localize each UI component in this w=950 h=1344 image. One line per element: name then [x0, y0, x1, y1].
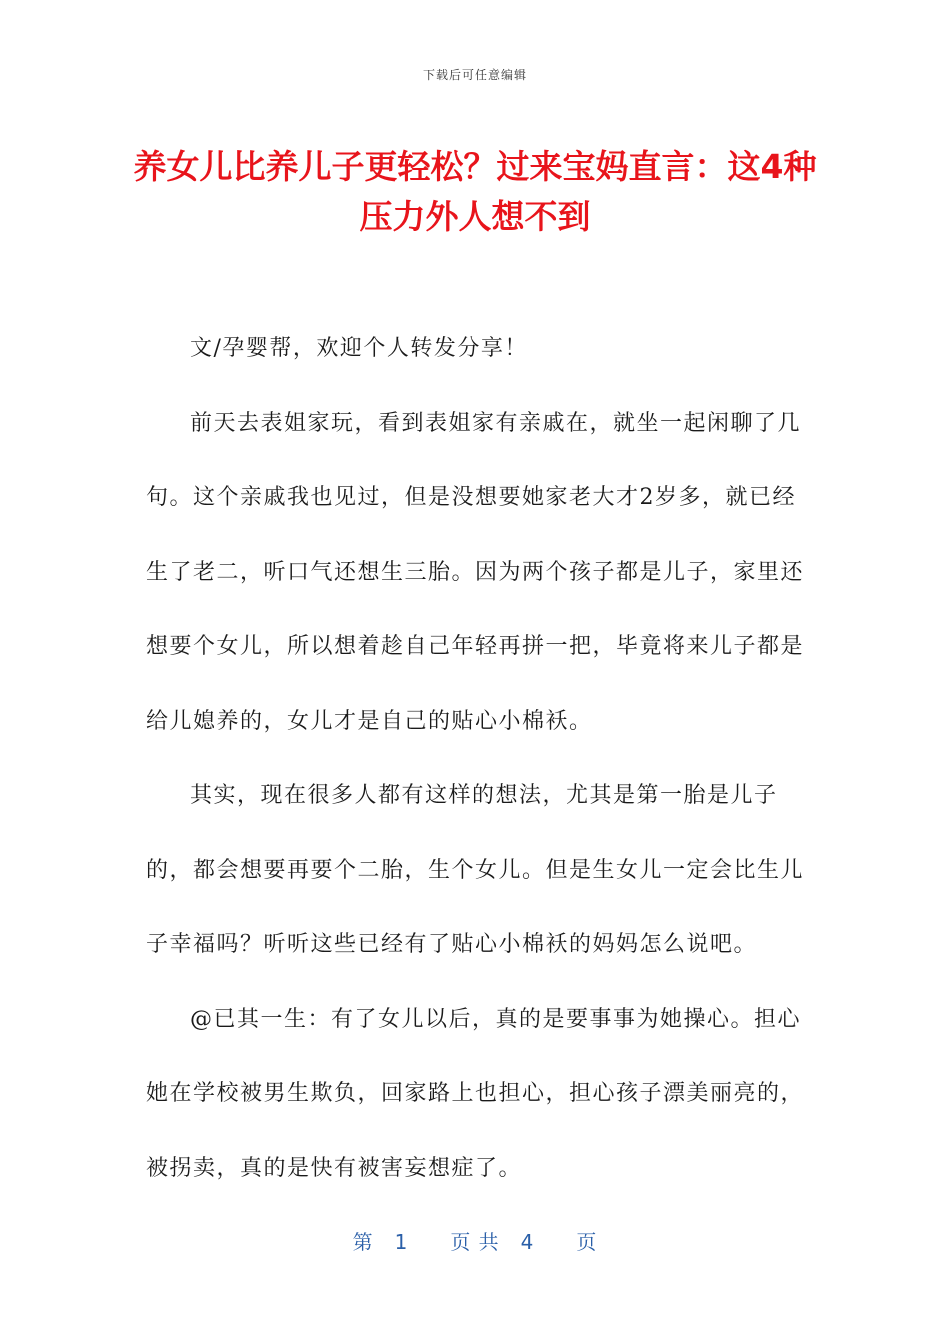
paragraph-context: 其实，现在很多人都有这样的想法，尤其是第一胎是儿子的，都会想要再要个二胎，生个女儿。但是生女儿一定会比生儿子幸福吗？听听这些已经有了贴心小棉袄的妈妈怎么说吧。: [146, 783, 805, 957]
document-body: [146, 312, 808, 1206]
paragraph-intro: 前天去表姐家玩，看到表姐家有亲戚在，就坐一起闲聊了几句。这个亲戚我也见过，但是没想要她家老大才2岁多，就已经生了老二，听口气还想生三胎。因为两个孩子都是儿子，家里还想要个女儿，所以想着趁自己年轻再拼一把，毕竟将来儿子都是给儿媳养的，女儿才是自己的贴心小棉袄。: [146, 410, 805, 734]
header-note: 下载后可任意编辑: [422, 68, 527, 82]
document-title: 养女儿比养儿子更轻松？过来宝妈直言：这4种压力外人想不到: [133, 147, 817, 236]
page-footer: 第 1 页 共 4 页: [352, 1230, 598, 1254]
paragraph-quote: @已其一生：有了女儿以后，真的是要事事为她操心。担心她在学校被男生欺负，回家路上也担心，担心孩子漂美丽亮的，被拐卖，真的是快有被害妄想症了。: [146, 1006, 805, 1181]
paragraph-byline: 文/孕婴帮，欢迎个人转发分享！: [190, 336, 528, 361]
